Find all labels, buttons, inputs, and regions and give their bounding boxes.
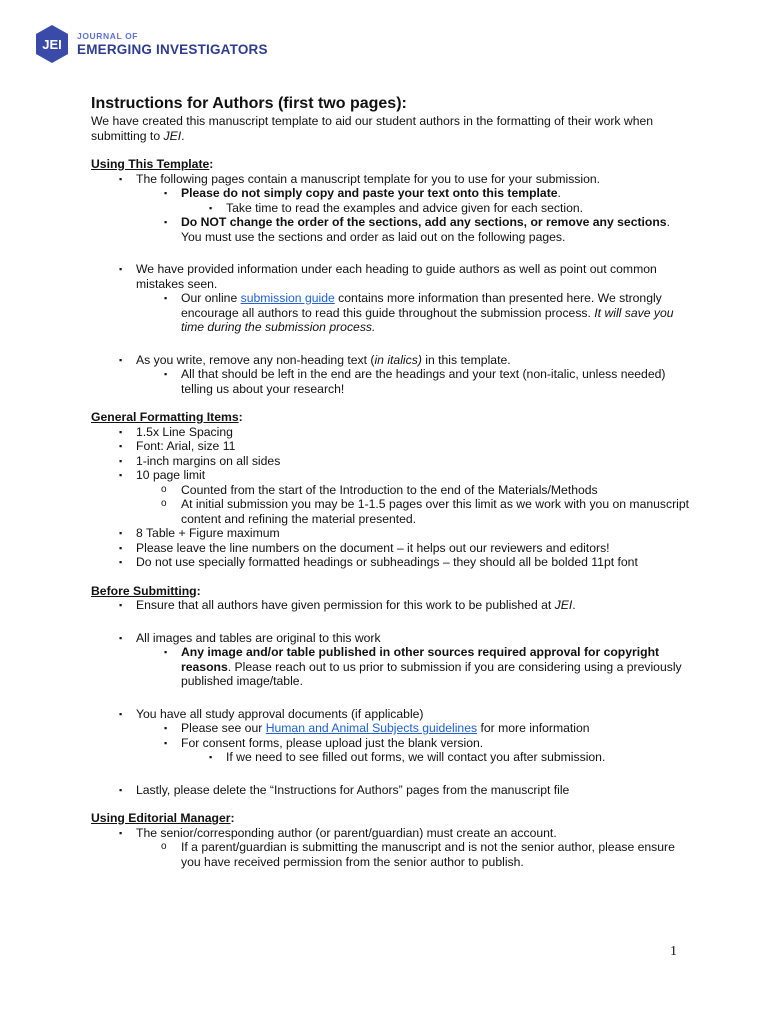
section-heading-before-submitting: Before Submitting: [91, 583, 201, 598]
section-heading-using-template: Using This Template: [91, 157, 214, 171]
list-item: ▪ We have provided information under each heading to guide authors as well as point out common mistakes seen. [119, 262, 657, 291]
list-item: o At initial submission you may be 1-1.5 pages over this limit as we work with you on manuscript content and refining the material presented. [161, 497, 690, 526]
submission-guide-link[interactable]: submission guide [240, 291, 335, 305]
list-item: o Counted from the start of the Introduction to the end of the Materials/Methods [161, 482, 598, 497]
list-item: ▪ Do NOT change the order of the sections, add any sections, or remove any sections. You must use the sections and order as laid out on the following pages. [164, 215, 670, 244]
logo-mark: JEI [42, 37, 62, 52]
list-item: o If a parent/guardian is submitting the manuscript and is not the senior author, please ensure you have received permission from the senior author to publish. [161, 840, 675, 869]
logo-wordmark [77, 32, 268, 56]
list-item: ▪ All that should be left in the end are the headings and your text (non-italic, unless needed) telling us about your research! [164, 367, 666, 396]
logo-line-2: EMERGING INVESTIGATORS [77, 41, 268, 57]
jei-hexagon-icon [34, 24, 70, 64]
section-heading-editorial-manager: Using Editorial Manager: [91, 811, 235, 825]
section-heading-general-formatting: General Formatting Items: [91, 410, 243, 424]
list-item: ▪ Lastly, please delete the “Instructions for Authors” pages from the manuscript file [119, 782, 570, 797]
document-body [91, 94, 691, 869]
list-item: ▪ For consent forms, please upload just the blank version. [164, 735, 484, 750]
page-title: Instructions for Authors (first two pages): [91, 95, 407, 112]
list-item: ▪ Ensure that all authors have given permission for this work to be published at JEI. [119, 598, 576, 612]
list-item: ▪ Any image and/or table published in other sources required approval for copyright reasons. Please reach out to us prior to submission if you are considering using a previously published image/table. [164, 645, 682, 688]
logo-line-1: JOURNAL OF [77, 31, 139, 41]
list-item: ▪ All images and tables are original to this work [119, 630, 381, 645]
list-item: ▪ Our online submission guide contains more information than presented here. We strongly encourage all authors to read this guide throughout the submission process. It will save you time during the submission process. [164, 291, 674, 334]
list-item: ▪ The senior/corresponding author (or parent/guardian) must create an account. [119, 825, 557, 840]
intro-paragraph: We have created this manuscript template to aid our student authors in the formatting of their work when submitting to JEI. [91, 114, 654, 143]
list-item: ▪ 10 page limit [119, 468, 206, 482]
list-item: ▪ 8 Table + Figure maximum [119, 526, 280, 540]
list-item: ▪ Please see our Human and Animal Subjects guidelines for more information [164, 721, 590, 735]
list-item: ▪ Font: Arial, size 11 [119, 439, 236, 453]
list-item: ▪ As you write, remove any non-heading text (in italics) in this template. [119, 352, 511, 367]
list-item: ▪ The following pages contain a manuscript template for you to use for your submission. [119, 171, 601, 186]
list-item: ▪ 1-inch margins on all sides [119, 453, 281, 468]
human-animal-subjects-link[interactable]: Human and Animal Subjects guidelines [265, 721, 478, 735]
page-number: 1 [670, 944, 677, 959]
list-item: ▪ Please leave the line numbers on the document – it helps out our reviewers and editors! [119, 540, 610, 555]
journal-logo [34, 24, 268, 64]
list-item: ▪ If we need to see filled out forms, we will contact you after submission. [209, 750, 606, 764]
list-item: ▪ Please do not simply copy and paste your text onto this template. [164, 186, 561, 200]
list-item: ▪ Do not use specially formatted headings or subheadings – they should all be bolded 11pt font [119, 555, 638, 569]
list-item: ▪ You have all study approval documents (if applicable) [119, 706, 424, 721]
list-item: ▪ Take time to read the examples and advice given for each section. [209, 200, 584, 215]
list-item: ▪ 1.5x Line Spacing [119, 424, 233, 439]
